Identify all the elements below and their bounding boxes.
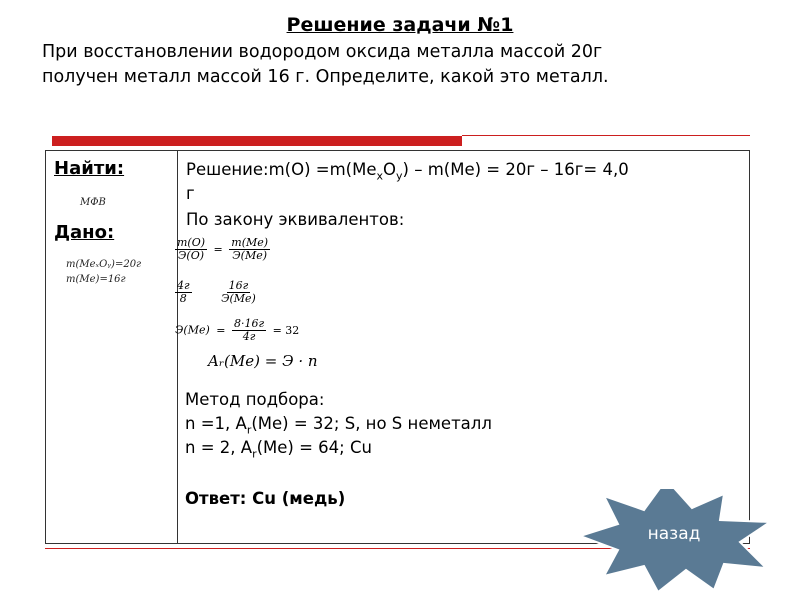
given-mass-metal: m(Me)=16г [66,274,126,285]
formula-equivalent-mass: Э(Me) = $\frac{8\cdot 16г}{4г}$ = 32 [175,317,300,343]
find-value: МФВ [80,197,106,208]
formula-atomic-mass: Aᵣ(Me) = Э · n [208,352,318,370]
red-accent-line [462,135,750,136]
slide-title: Решение задачи №1 [286,14,514,36]
method-label: Метод подбора: [185,390,325,409]
method-line-n2: n = 2, $A_r(Me) = 64$; Cu [185,438,372,461]
formula-substituted: $\frac{4г}{8}$ $\frac{16г}{Э(Me)}$ [177,279,256,305]
solution-line-1-wrap: г [186,184,195,203]
red-accent-bar [52,136,462,146]
method-line-n1: n =1, $A_r(Me) = 32$; S, но S неметалл [185,414,492,437]
find-label: Найти: [54,158,125,179]
problem-statement [42,40,782,90]
answer: Ответ: Cu (медь) [185,489,346,508]
table-divider [177,151,178,543]
equivalents-law: По закону эквивалентов: [186,210,405,229]
given-mass-oxide: m(MeₓOᵧ)=20г [66,259,142,270]
formula-equivalents: $\frac{m(O)}{Э(O)}$ = $\frac{m(Me)}{Э(Me)}$ [177,236,269,262]
back-button[interactable]: назад [647,524,701,544]
problem-line-2: получен металл массой 16 г. Определите, какой это металл. [42,67,609,87]
solution-line-1: Решение:m(O) $=m(Me_xO_y) - m(Me) = 20г - 16г= 4,0$ [186,160,629,183]
problem-line-1: При восстановлении водородом оксида металла массой 20г [42,42,603,62]
given-label: Дано: [54,222,115,243]
